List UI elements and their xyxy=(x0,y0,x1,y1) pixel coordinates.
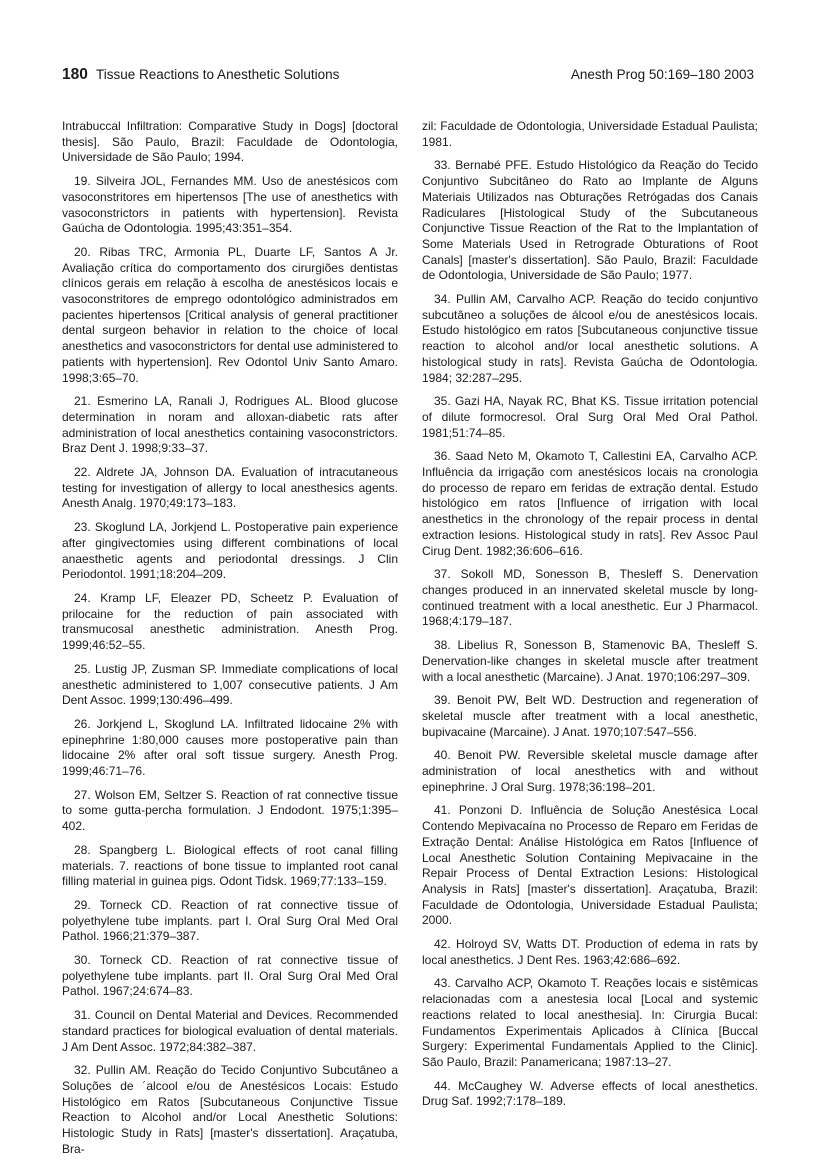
reference-entry: 42. Holroyd SV, Watts DT. Production of edema in rats by local anesthetics. J Dent Res. 1963;42:686–692. xyxy=(422,937,758,967)
reference-entry: 28. Spangberg L. Biological effects of root canal filling materials. 7. reactions of bone tissue to implanted root canal filling material in guinea pigs. Odont Tidsk. 1969;77:133–159. xyxy=(62,842,398,889)
reference-entry: 30. Torneck CD. Reaction of rat connective tissue of polyethylene tube implants. part II. Oral Surg Oral Med Oral Pathol. 1967;24:674–83. xyxy=(62,953,398,999)
reference-entry: 34. Pullin AM, Carvalho ACP. Reação do tecido conjuntivo subcutâneo a soluções de álcool e/ou de anestésicos locais. Estudo histológico em ratos [Subcutaneous conjunctive tissue reaction to alcohol and/or local anesthetic solutions. A histological study in rats]. Revista Gaúcha de Odontologia. 1984; 32:287–295. xyxy=(422,292,758,385)
running-title: Tissue Reactions to Anesthetic Solutions xyxy=(96,67,340,82)
reference-entry: 39. Benoit PW, Belt WD. Destruction and regeneration of skeletal muscle after treatment with a local anesthetic, bupivacaine (Marcaine). J Anat. 1970;107:547–556. xyxy=(422,693,758,739)
reference-entry: 43. Carvalho ACP, Okamoto T. Reações locais e sistêmicas relacionadas com a anestesia local [Local and systemic reactions related to local anesthesia]. In: Cirurgia Bucal: Fundamentos Experimentais Aplicados à Clínica [Buccal Surgery: Experimental Fundamentals Applied to the Clinic]. São Paulo, Brazil: Panamericana; 1987:13–27. xyxy=(422,976,758,1069)
page-number: 180 xyxy=(62,66,88,83)
reference-entry: zil: Faculdade de Odontologia, Universidade Estadual Paulista; 1981. xyxy=(422,119,758,149)
reference-entry: 25. Lustig JP, Zusman SP. Immediate complications of local anesthetic administered to 1,007 consecutive patients. J Am Dent Assoc. 1999;130:496–499. xyxy=(62,661,398,708)
reference-entry: 26. Jorkjend L, Skoglund LA. Infiltrated lidocaine 2% with epinephrine 1:80,000 causes more postoperative pain than lidocaine 2% after oral soft tissue surgery. Anesth Prog. 1999;46:71–76. xyxy=(62,716,398,779)
reference-entry: 32. Pullin AM. Reação do Tecido Conjuntivo Subcutâneo a Soluções de ´alcool e/ou de Anestésicos Locais: Estudo Histológico em Ratos [Subcutaneous Conjunctive Tissue Reaction to Alcohol and/or Local Anesthetic Solutions: Histologic Study in Rats] [master's dissertation]. Araçatuba, Bra- xyxy=(62,1063,398,1156)
reference-entry: 23. Skoglund LA, Jorkjend L. Postoperative pain experience after gingivectomies using different combinations of local anaesthetic agents and periodontal dressings. J Clin Periodontol. 1991;18:204–209. xyxy=(62,520,398,582)
reference-entry: 31. Council on Dental Material and Devices. Recommended standard practices for biological evaluation of dental materials. J Am Dent Assoc. 1972;84:382–387. xyxy=(62,1008,398,1054)
references-right-column xyxy=(422,119,758,1118)
reference-entry: 36. Saad Neto M, Okamoto T, Callestini EA, Carvalho ACP. Influência da irrigação com anestésicos locais na cronologia do processo de reparo em feridas de extração dental. Estudo histológico em ratos [Influence of irrigation with local anesthetics in the chronology of the repair process in dental extraction lesions. Histological study in rats]. Rev Assoc Paul Cirug Dent. 1982;36:606–616. xyxy=(422,449,758,558)
reference-entry: Intrabuccal Infiltration: Comparative Study in Dogs] [doctoral thesis]. São Paulo, Brazil: Faculdade de Odontologia, Universidade de São Paulo; 1994. xyxy=(62,119,398,165)
reference-entry: 27. Wolson EM, Seltzer S. Reaction of rat connective tissue to some gutta-percha formulation. J Endodont. 1975;1:395–402. xyxy=(62,787,398,834)
reference-entry: 19. Silveira JOL, Fernandes MM. Uso de anestésicos com vasoconstritores em hipertensos [The use of anesthetics with vasoconstrictors in patients with hypertension]. Revista Gaúcha de Odontologia. 1995;43:351–354. xyxy=(62,174,398,236)
reference-entry: 41. Ponzoni D. Influência de Solução Anestésica Local Contendo Mepivacaína no Processo de Reparo em Feridas de Extração Dental: Análise Histológica em Ratos [Influence of Local Anesthetic Solution Containing Mepivacaine in the Repair Process of Dental Extraction Lesions: Histological Analysis in Rats] [master's dissertation]. Araçatuba, Brazil: Faculdade de Odontologia, Universidade Estadual Paulista; 2000. xyxy=(422,803,758,928)
running-header xyxy=(62,66,754,88)
reference-entry: 44. McCaughey W. Adverse effects of local anesthetics. Drug Saf. 1992;7:178–189. xyxy=(422,1078,758,1109)
reference-entry: 38. Libelius R, Sonesson B, Stamenovic BA, Thesleff S. Denervation-like changes in skeletal muscle after treatment with a local anesthetic (Marcaine). J Anat. 1970;106:297–309. xyxy=(422,638,758,684)
journal-reference: Anesth Prog 50:169–180 2003 xyxy=(570,67,754,82)
reference-entry: 33. Bernabé PFE. Estudo Histológico da Reação do Tecido Conjuntivo Subcitâneo do Rato ao Implante de Alguns Materiais Utilizados nas Obturações Retrógadas dos Canais Radiculares [Histological Study of the Subcutaneous Conjunctive Tissue Reaction of the Rat to the Implantation of Some Materials Used in Retrograde Obturations of Root Canals] [master's dissertation]. São Paulo, Brazil: Faculdade de Odontologia, Universidade de São Paulo; 1977. xyxy=(422,158,758,283)
reference-entry: 22. Aldrete JA, Johnson DA. Evaluation of intracutaneous testing for investigation of allergy to local anesthesics agents. Anesth Analg. 1970;49:173–183. xyxy=(62,465,398,511)
reference-entry: 21. Esmerino LA, Ranali J, Rodrigues AL. Blood glucose determination in noram and alloxan-diabetic rats after administration of local anesthetics containing vasoconstrictors. Braz Dent J. 1998;9:33–37. xyxy=(62,394,398,456)
reference-entry: 20. Ribas TRC, Armonia PL, Duarte LF, Santos A Jr. Avaliação crítica do comportamento dos cirurgiões dentistas clínicos gerais em relação à escolha de anestésicos locais e vasoconstritores de emprego odontológico administrados em pacientes hipertensos [Critical analysis of general practitioner dental surgeon behavior in relation to the choice of local anesthetics and vasoconstrictors for dental use administered to patients with hypertension]. Rev Odontol Univ Santo Amaro. 1998;3:65–70. xyxy=(62,244,398,385)
reference-entry: 40. Benoit PW. Reversible skeletal muscle damage after administration of local anesthetics with and without epinephrine. J Oral Surg. 1978;36:198–201. xyxy=(422,748,758,794)
reference-entry: 29. Torneck CD. Reaction of rat connective tissue of polyethylene tube implants. part I. Oral Surg Oral Med Oral Pathol. 1966;21:379–387. xyxy=(62,897,398,944)
references-left-column xyxy=(62,119,398,1165)
reference-entry: 37. Sokoll MD, Sonesson B, Thesleff S. Denervation changes produced in an innervated skeletal muscle by long-continued treatment with a local anesthetic. Eur J Pharmacol. 1968;4:179–187. xyxy=(422,567,758,629)
reference-entry: 35. Gazi HA, Nayak RC, Bhat KS. Tissue irritation potencial of dilute formocresol. Oral Surg Oral Med Oral Pathol. 1981;51:74–85. xyxy=(422,394,758,440)
reference-entry: 24. Kramp LF, Eleazer PD, Scheetz P. Evaluation of prilocaine for the reduction of pain associated with transmucosal anesthetic administration. Anesth Prog. 1999;46:52–55. xyxy=(62,590,398,653)
